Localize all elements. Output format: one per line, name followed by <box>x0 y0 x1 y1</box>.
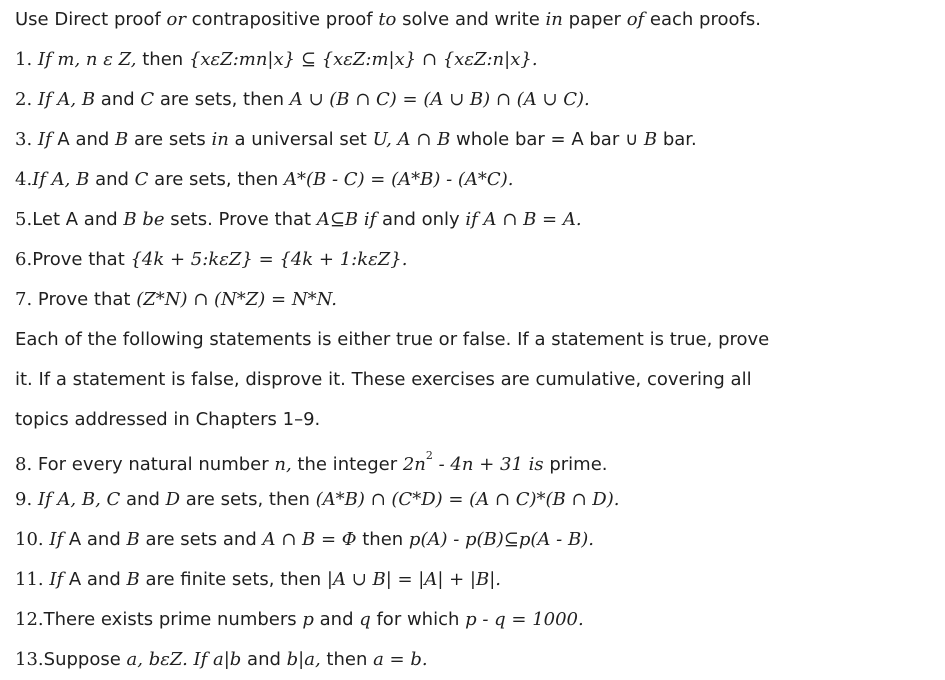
problem-text: are sets and <box>139 529 263 550</box>
intro-text-1: Use Direct proof <box>15 9 167 30</box>
problem-number: 10. <box>15 529 44 550</box>
instructions-text: topics addressed in Chapters 1–9. <box>15 409 321 430</box>
problem-1 <box>15 40 935 80</box>
problem-math: If A, B, C <box>32 489 121 510</box>
intro-math-or: or <box>166 9 186 30</box>
problem-number: 13. <box>15 649 44 670</box>
problem-text: and <box>313 609 360 630</box>
problem-math: b|a, <box>286 649 321 670</box>
problem-text: and <box>89 169 135 190</box>
problem-text: are sets <box>128 129 212 150</box>
problem-8 <box>15 440 935 480</box>
problem-math: p - q = 1000. <box>465 609 584 630</box>
problem-math: in <box>211 129 229 150</box>
problem-12 <box>15 600 935 640</box>
problem-7 <box>15 280 935 320</box>
problem-text: Let A and <box>32 209 124 230</box>
intro-math-to: to <box>378 9 397 30</box>
problem-math: If A, B <box>32 89 96 110</box>
problem-math: p(A) - p(B)⊆p(A - B). <box>408 529 594 550</box>
problem-number: 3. <box>15 129 33 150</box>
problem-text: Prove that <box>32 249 131 270</box>
problem-text: bar. <box>657 129 697 150</box>
problem-math: n, <box>274 454 292 475</box>
problem-math: p <box>302 609 314 630</box>
intro-text-5: each proofs. <box>644 9 761 30</box>
instructions-line-3 <box>15 400 935 440</box>
problem-text: There exists prime numbers <box>43 609 303 630</box>
problem-text: then <box>136 49 189 70</box>
problem-math: U, A ∩ B <box>372 129 451 150</box>
problem-math: B <box>126 529 140 550</box>
problem-number: 1. <box>15 49 33 70</box>
problem-text: Prove that <box>32 289 137 310</box>
problem-text: A and <box>51 129 116 150</box>
problem-text: prime. <box>543 454 608 475</box>
problem-text: for which <box>370 609 466 630</box>
problem-number: 6. <box>15 249 33 270</box>
problem-13 <box>15 640 935 680</box>
intro-line <box>15 0 935 40</box>
problem-text: For every natural number <box>32 454 275 475</box>
intro-math-of: of <box>626 9 645 30</box>
problem-math: q <box>359 609 371 630</box>
problem-text: then <box>356 529 409 550</box>
problem-math: A ∪ (B ∩ C) = (A ∪ B) ∩ (A ∪ C). <box>289 89 590 110</box>
problem-number: 8. <box>15 454 33 475</box>
problem-math: B <box>643 129 658 150</box>
problem-text: and only <box>376 209 466 230</box>
problem-math: A ∩ B = Φ <box>262 529 357 550</box>
problem-text: are finite sets, then <box>139 569 327 590</box>
problem-math: a, bεZ. If a|b <box>126 649 242 670</box>
instructions-line-1 <box>15 320 935 360</box>
problem-math: A⊆B if <box>316 209 377 230</box>
problem-9 <box>15 480 935 520</box>
problem-math: |A ∪ B| = |A| + |B|. <box>326 569 502 590</box>
problem-text: Suppose <box>43 649 127 670</box>
problem-math: B <box>115 129 129 150</box>
problem-math: {4k + 5:kεZ} = {4k + 1:kεZ}. <box>130 249 408 270</box>
problem-2 <box>15 80 935 120</box>
problem-math: (Z*N) ∩ (N*Z) = N*N. <box>136 289 337 310</box>
problem-3 <box>15 120 935 160</box>
problem-number: 5. <box>15 209 33 230</box>
problem-text: whole bar = A bar ∪ <box>450 129 644 150</box>
problem-text: sets. Prove that <box>164 209 317 230</box>
problem-math: If <box>32 129 52 150</box>
problem-math: B <box>126 569 140 590</box>
problem-math: D <box>165 489 181 510</box>
problem-text: and <box>241 649 287 670</box>
problem-math: B be <box>123 209 165 230</box>
problem-text: and <box>120 489 166 510</box>
instructions-text: Each of the following statements is either true or false. If a statement is true, prove <box>15 329 770 350</box>
intro-math-in: in <box>545 9 563 30</box>
problem-text: are sets, then <box>148 169 285 190</box>
problem-text: A and <box>63 569 127 590</box>
problem-math: 2n <box>402 454 426 475</box>
problem-text: are sets, then <box>180 489 316 510</box>
problem-math: C <box>134 169 149 190</box>
problem-text: and <box>95 89 141 110</box>
problem-math: A*(B - C) = (A*B) - (A*C). <box>284 169 514 190</box>
instructions-line-2 <box>15 360 935 400</box>
problem-number: 7. <box>15 289 33 310</box>
problem-math: a = b. <box>373 649 428 670</box>
problem-number: 12. <box>15 609 44 630</box>
problem-text: the integer <box>291 454 403 475</box>
instructions-text: it. If a statement is false, disprove it. These exercises are cumulative, covering all <box>15 369 752 390</box>
problem-5 <box>15 200 935 240</box>
problem-math: if A ∩ B = A. <box>465 209 582 230</box>
exponent: 2 <box>425 449 433 462</box>
problem-11 <box>15 560 935 600</box>
problem-math: If <box>43 569 64 590</box>
problem-text: A and <box>63 529 127 550</box>
problem-math: {xεZ:mn|x} ⊆ {xεZ:m|x} ∩ {xεZ:n|x}. <box>188 49 538 70</box>
problem-number: 2. <box>15 89 33 110</box>
intro-text-3: solve and write <box>396 9 546 30</box>
problem-text: then <box>320 649 374 670</box>
problem-number: 4. <box>15 169 33 190</box>
intro-text-4: paper <box>562 9 627 30</box>
problem-math: (A*B) ∩ (C*D) = (A ∩ C)*(B ∩ D). <box>315 489 620 510</box>
problem-number: 11. <box>15 569 44 590</box>
problem-math: - 4n + 31 is <box>432 454 544 475</box>
intro-text-2: contrapositive proof <box>185 9 379 30</box>
problem-math: If <box>43 529 64 550</box>
problem-math: If m, n ε Z, <box>32 49 137 70</box>
problem-math: If A, B <box>32 169 90 190</box>
problem-text: a universal set <box>228 129 373 150</box>
problem-10 <box>15 520 935 560</box>
problem-number: 9. <box>15 489 33 510</box>
problem-text: are sets, then <box>154 89 290 110</box>
problem-4 <box>15 160 935 200</box>
problem-6 <box>15 240 935 280</box>
problem-math: C <box>140 89 155 110</box>
